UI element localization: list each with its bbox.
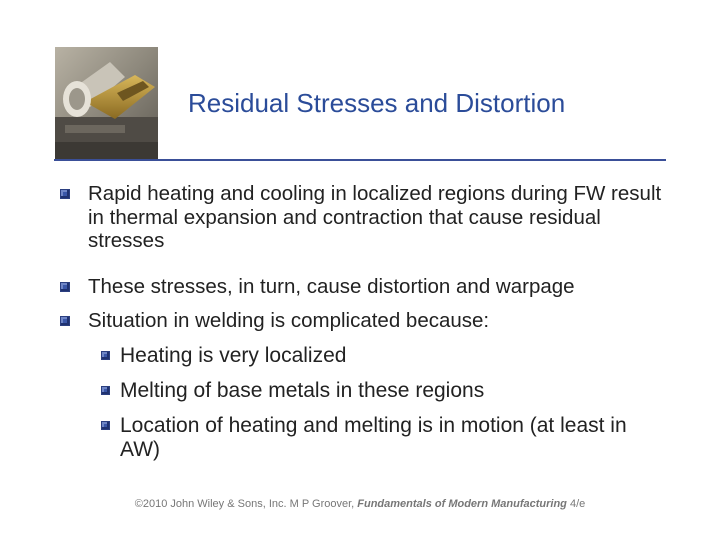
bullet-item — [88, 275, 668, 299]
footer-prefix: ©2010 John Wiley & Sons, Inc. M P Groover, — [134, 498, 358, 510]
sub-bullet-text: Location of heating and melting is in motion (at least in AW) — [120, 414, 627, 461]
square-bullet-icon — [60, 316, 70, 326]
bullet-item — [88, 309, 668, 333]
sub-bullet-item — [120, 344, 660, 368]
sub-bullet-text: Heating is very localized — [120, 344, 347, 367]
footer-edition: 4/e — [566, 498, 586, 510]
slide-title: Residual Stresses and Distortion — [188, 88, 566, 118]
square-bullet-icon — [101, 351, 110, 360]
sub-bullet-text: Melting of base metals in these regions — [120, 379, 485, 402]
bullet-text: Rapid heating and cooling in localized regions during FW result in thermal expansion and contraction that cause residual stresses — [88, 182, 662, 252]
square-bullet-icon — [60, 189, 70, 199]
machining-tool-photo — [55, 47, 158, 159]
sub-bullet-item — [120, 414, 650, 462]
square-bullet-icon — [60, 282, 70, 292]
bullet-text: These stresses, in turn, cause distortion and warpage — [88, 275, 575, 298]
footer-book-title: Fundamentals of Modern Manufacturing — [357, 498, 567, 510]
bullet-item — [88, 182, 668, 253]
square-bullet-icon — [101, 421, 110, 430]
sub-bullet-item — [120, 379, 660, 403]
bullet-text: Situation in welding is complicated because: — [88, 309, 490, 332]
square-bullet-icon — [101, 386, 110, 395]
copyright-footer — [0, 498, 720, 510]
title-divider — [54, 159, 666, 161]
